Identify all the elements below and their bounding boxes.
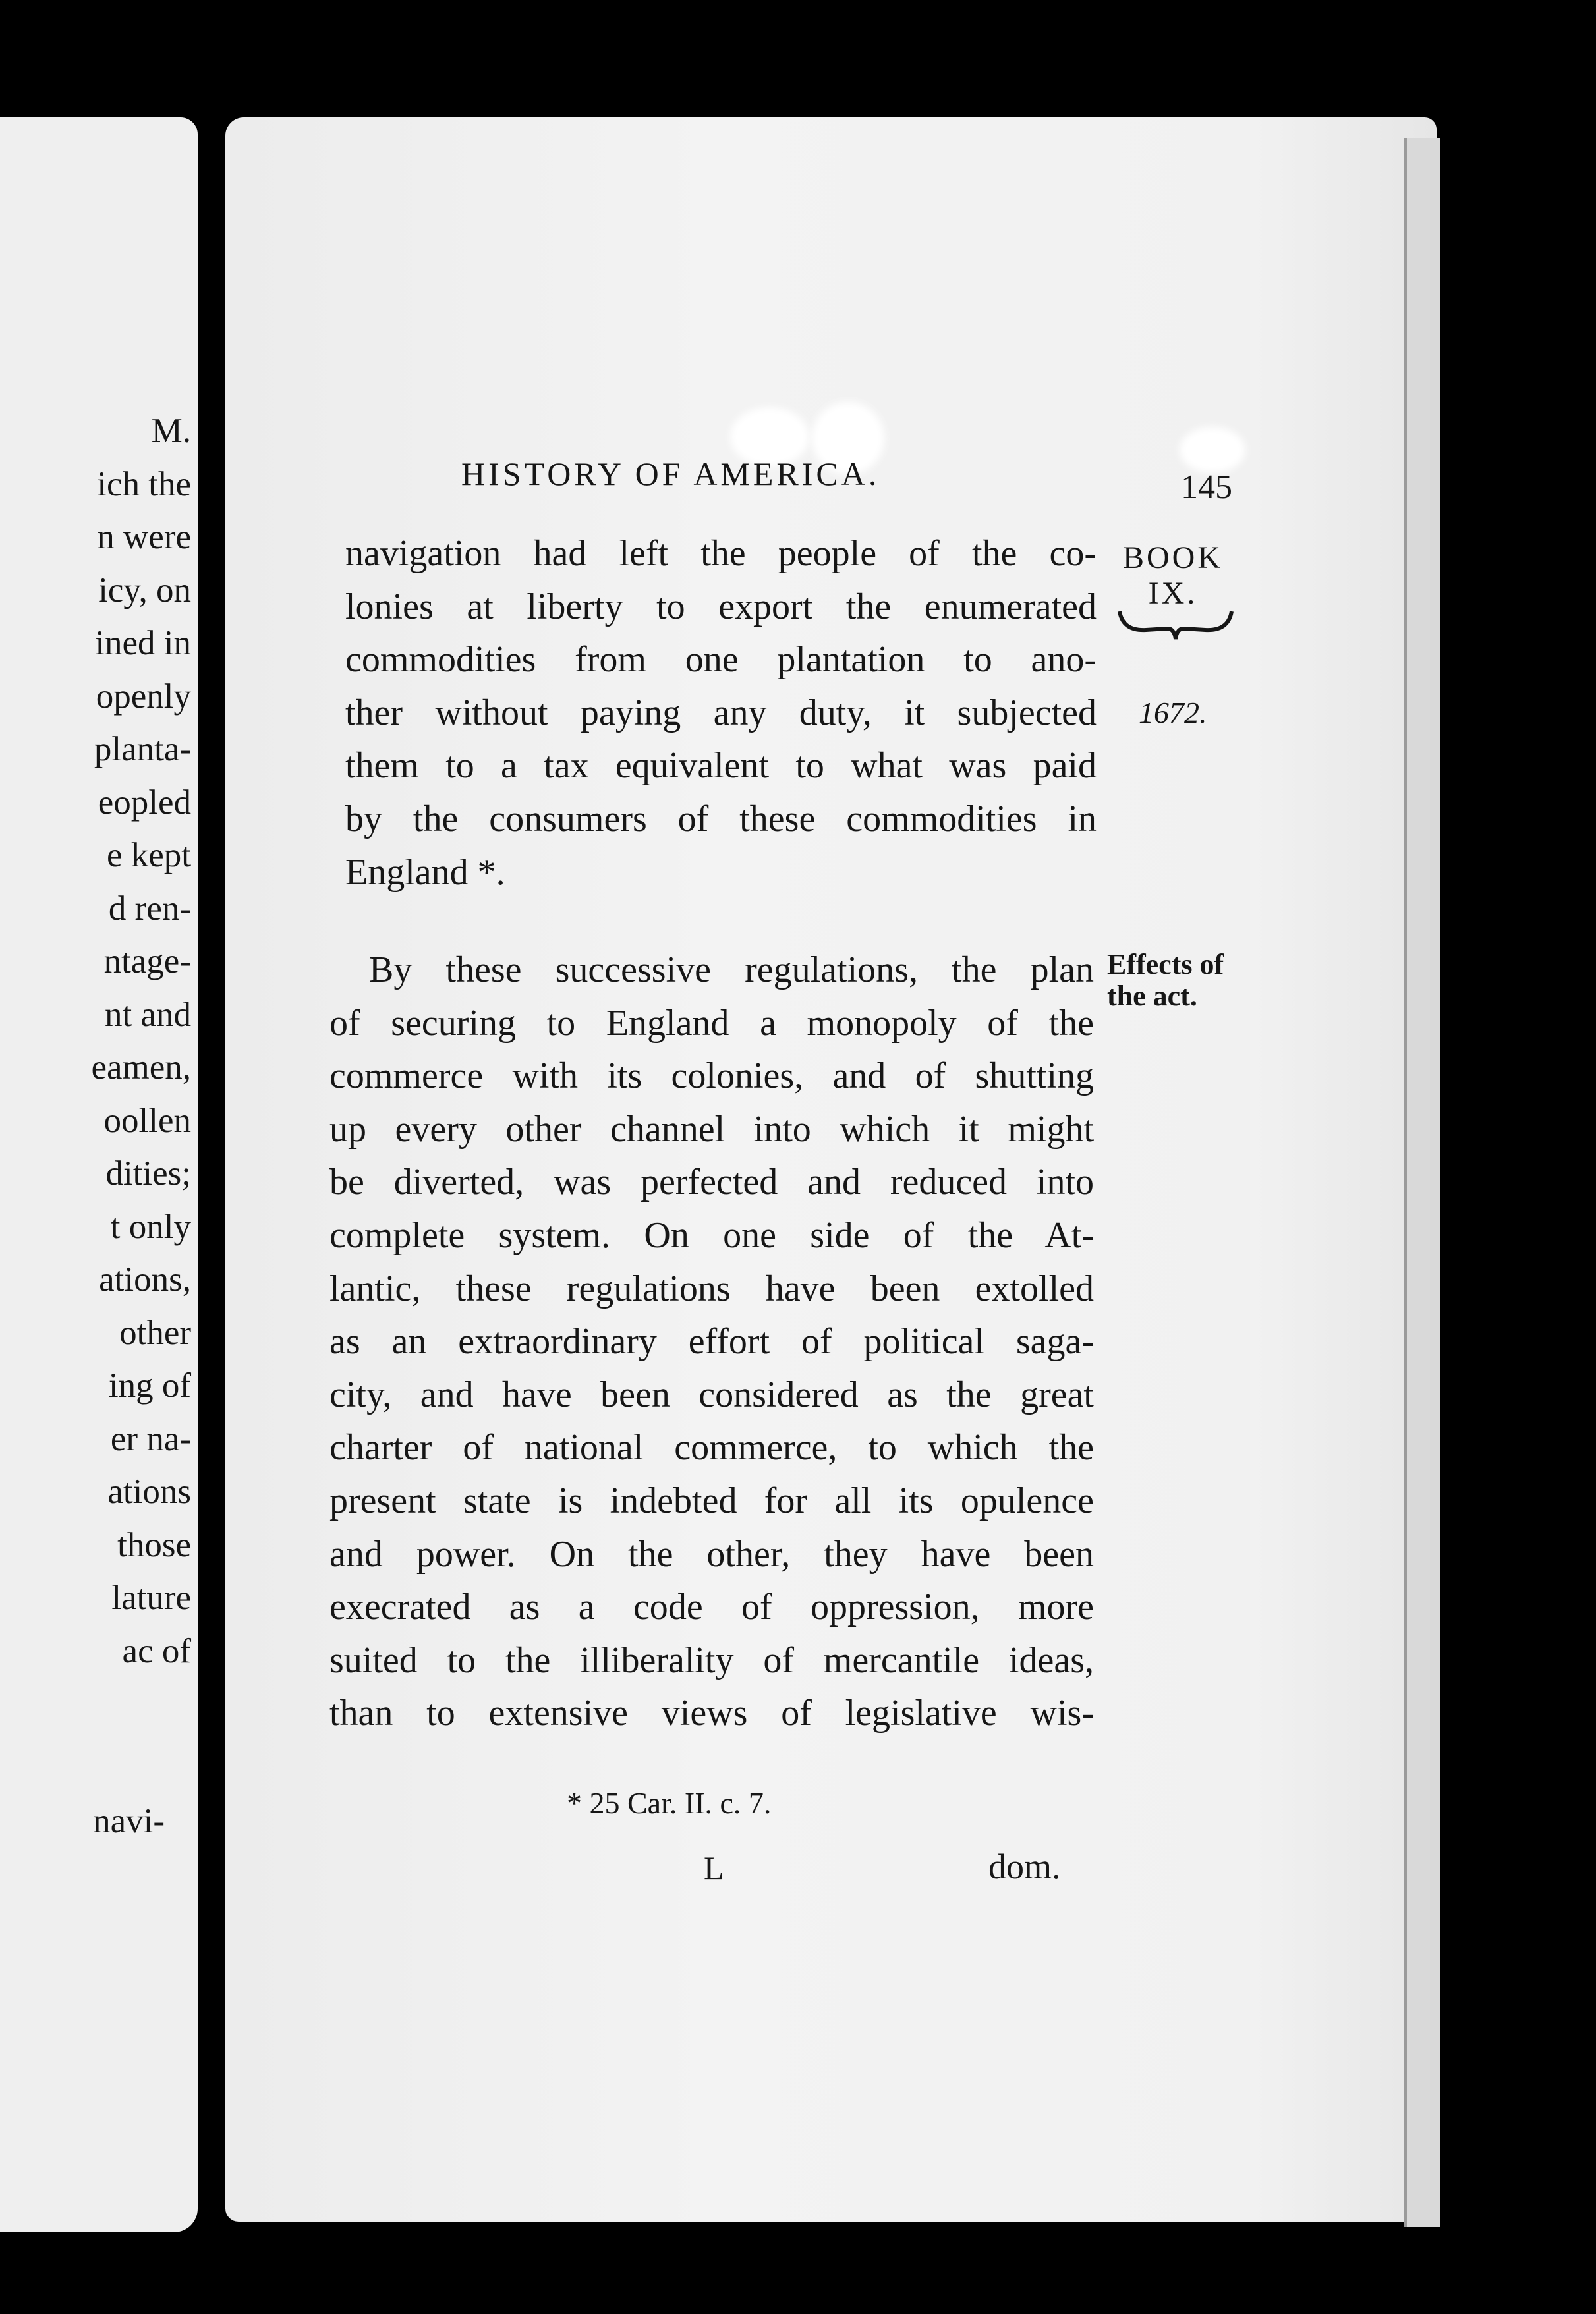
left-page-fragment: other xyxy=(119,1313,191,1352)
left-page-fragment: ations, xyxy=(99,1260,191,1299)
text-line: of securing to England a monopoly of the xyxy=(329,1002,1094,1044)
left-page-fragment: ing of xyxy=(108,1367,191,1405)
left-page-fragment: eamen, xyxy=(91,1048,191,1086)
text-line: complete system. On one side of the At- xyxy=(329,1214,1094,1256)
ink-smudge xyxy=(1180,427,1245,473)
margin-note-line: Effects of xyxy=(1107,948,1224,980)
text-line: England *. xyxy=(345,851,505,893)
left-page-fragment: ich the xyxy=(97,465,191,503)
text-line: suited to the illiberality of mercantile ideas, xyxy=(329,1639,1094,1681)
left-page-fragment: M. xyxy=(151,412,191,450)
left-page-fragment: those xyxy=(117,1525,191,1564)
signature-mark: L xyxy=(704,1849,724,1886)
left-page-fragment: icy, on xyxy=(98,571,191,609)
page-number: 145 xyxy=(1181,468,1232,506)
left-page-fragment: nt and xyxy=(105,995,191,1034)
left-page-fragment: dities; xyxy=(105,1154,191,1193)
text-line: be diverted, was perfected and reduced into xyxy=(329,1162,1094,1203)
text-line: present state is indebted for all its opulence xyxy=(329,1480,1094,1521)
text-line: up every other channel into which it might xyxy=(329,1108,1094,1150)
text-line: lantic, these regulations have been extolled xyxy=(329,1268,1094,1309)
margin-note xyxy=(1107,949,1224,1012)
left-page-fragment: t only xyxy=(110,1207,191,1246)
text-line: city, and have been considered as the great xyxy=(329,1374,1094,1415)
text-line: charter of national commerce, to which the xyxy=(329,1427,1094,1469)
text-line: by the consumers of these commodities in xyxy=(345,798,1097,839)
text-line: and power. On the other, they have been xyxy=(329,1533,1094,1575)
margin-year: 1672. xyxy=(1139,696,1207,729)
text-line: execrated as a code of oppression, more xyxy=(329,1587,1094,1628)
left-page-fragment: ntage- xyxy=(103,942,191,980)
left-page-fragment: d ren- xyxy=(108,889,191,928)
left-page-fragment: lature xyxy=(111,1579,191,1617)
footnote: * 25 Car. II. c. 7. xyxy=(567,1786,772,1820)
text-line: lonies at liberty to export the enumerated xyxy=(345,586,1097,627)
text-line: navigation had left the people of the co- xyxy=(345,533,1097,574)
left-page-fragment: ations xyxy=(107,1473,191,1511)
left-page-fragment: oollen xyxy=(103,1101,191,1140)
running-header: HISTORY OF AMERICA. xyxy=(461,455,880,492)
margin-note-line: the act. xyxy=(1107,980,1197,1012)
page-edge xyxy=(1404,138,1440,2227)
left-page-fragment: eopled xyxy=(98,783,191,822)
text-line: By these successive regulations, the plan xyxy=(369,949,1094,990)
left-page-fragment: navi- xyxy=(93,1802,165,1840)
left-page-fragment: n were xyxy=(97,518,191,556)
text-line: than to extensive views of legislative wis- xyxy=(329,1693,1094,1734)
margin-book-word: BOOK xyxy=(1122,540,1223,575)
curly-brace-icon xyxy=(1116,605,1235,644)
left-page-fragment: er na- xyxy=(110,1419,191,1458)
paragraph-effects xyxy=(329,944,1094,1740)
left-page-fragment: e kept xyxy=(106,836,191,874)
left-page-fragment: ined in xyxy=(95,624,191,662)
left-page-fragment: planta- xyxy=(94,730,191,768)
text-line: commerce with its colonies, and of shutting xyxy=(329,1056,1094,1097)
left-page xyxy=(0,117,198,2232)
margin-book-number: IX. xyxy=(1148,576,1198,611)
left-page-fragment: openly xyxy=(96,677,191,716)
text-line: commodities from one plantation to ano- xyxy=(345,639,1097,681)
text-line: them to a tax equivalent to what was paid xyxy=(345,745,1097,787)
margin-book-label xyxy=(1107,540,1239,611)
catchword: dom. xyxy=(988,1847,1061,1886)
paragraph-continuation xyxy=(345,527,1097,899)
left-page-fragment: ac of xyxy=(122,1631,191,1670)
text-line: as an extraordinary effort of political saga- xyxy=(329,1321,1094,1363)
text-line: ther without paying any duty, it subjected xyxy=(345,692,1097,733)
